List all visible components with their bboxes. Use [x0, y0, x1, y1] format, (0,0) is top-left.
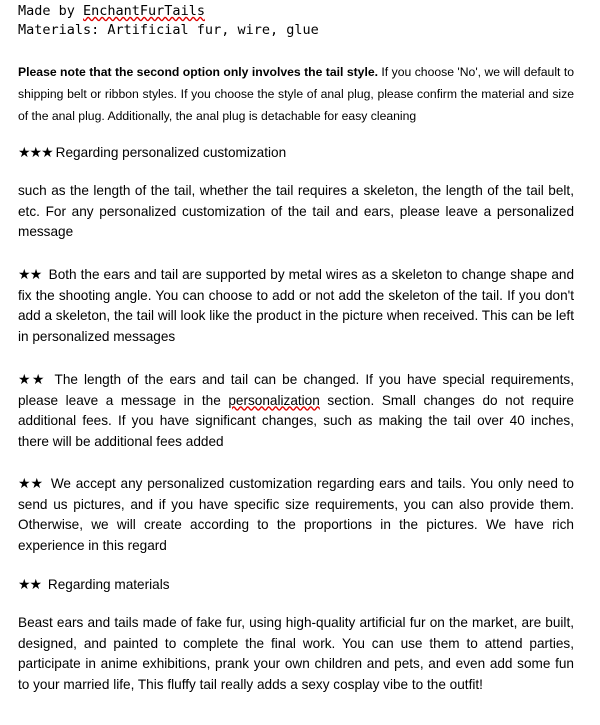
star-icon: ★★	[18, 576, 42, 592]
star-icon: ★★★	[18, 144, 53, 160]
wires-text: Both the ears and tail are supported by metal wires as a skeleton to change shape and fix the shooting angle. You can choose to add or not add the skeleton of the tail. If you don't add a skeleton, the tail will look like the product in the picture when received. This can be left in personalized messages	[18, 267, 575, 344]
shipping-note	[18, 61, 574, 127]
materials-heading-text: Regarding materials	[44, 577, 170, 592]
made-by-prefix: Made by	[18, 3, 84, 19]
star-icon: ★★	[18, 371, 46, 387]
customization-heading-text: Regarding personalized customization	[55, 145, 287, 160]
length-text-b: section. Small changes do not require additional fees. If you have significant changes, such as making the tail over 40 inches, there will be additional fees added	[18, 392, 574, 449]
materials-heading	[18, 574, 574, 595]
star-icon: ★★	[18, 266, 42, 282]
materials-line: Materials: Artificial fur, wire, glue	[18, 22, 319, 38]
wires-paragraph	[18, 264, 574, 347]
length-paragraph	[18, 369, 574, 452]
star-icon: ★★	[18, 475, 44, 491]
shop-name: EnchantFurTails	[83, 3, 205, 19]
any-customization-paragraph	[18, 473, 574, 556]
note-text: If you choose 'No', we will default to shipping belt or ribbon styles. If you choose the style of anal plug, please confirm the material and size of the anal plug. Additionally, the anal plug is detachable for easy cleaning	[18, 65, 574, 123]
customization-body: such as the length of the tail, whether the tail requires a skeleton, the length of the tail belt, etc. For any personalized customization of the tail and ears, please leave a personalized message	[18, 183, 574, 239]
length-text-a: The length of the ears and tail can be changed. If you have special requirements, please leave a message in the	[18, 372, 574, 408]
note-bold: Please note that the second option only involves the tail style.	[18, 65, 378, 79]
customization-heading	[18, 142, 574, 163]
made-by-line	[18, 2, 205, 21]
materials-body: Beast ears and tails made of fake fur, using high-quality artificial fur on the market, are built, designed, and painted to complete the final work. You can use them to attend parties, participate in anime exhibitions, prank your own children and pets, and even add some fun to your married life, This fluffy tail really adds a sexy cosplay vibe to the outfit!	[18, 615, 574, 692]
any-customization-text: We accept any personalized customization regarding ears and tails. You only need to send us pictures, and if you have specific size requirements, you can also provide them. Otherwise, we will create according to the proportions in the pictures. We have rich experience in this regard	[18, 476, 574, 553]
personalization-word: personalization	[228, 392, 320, 408]
